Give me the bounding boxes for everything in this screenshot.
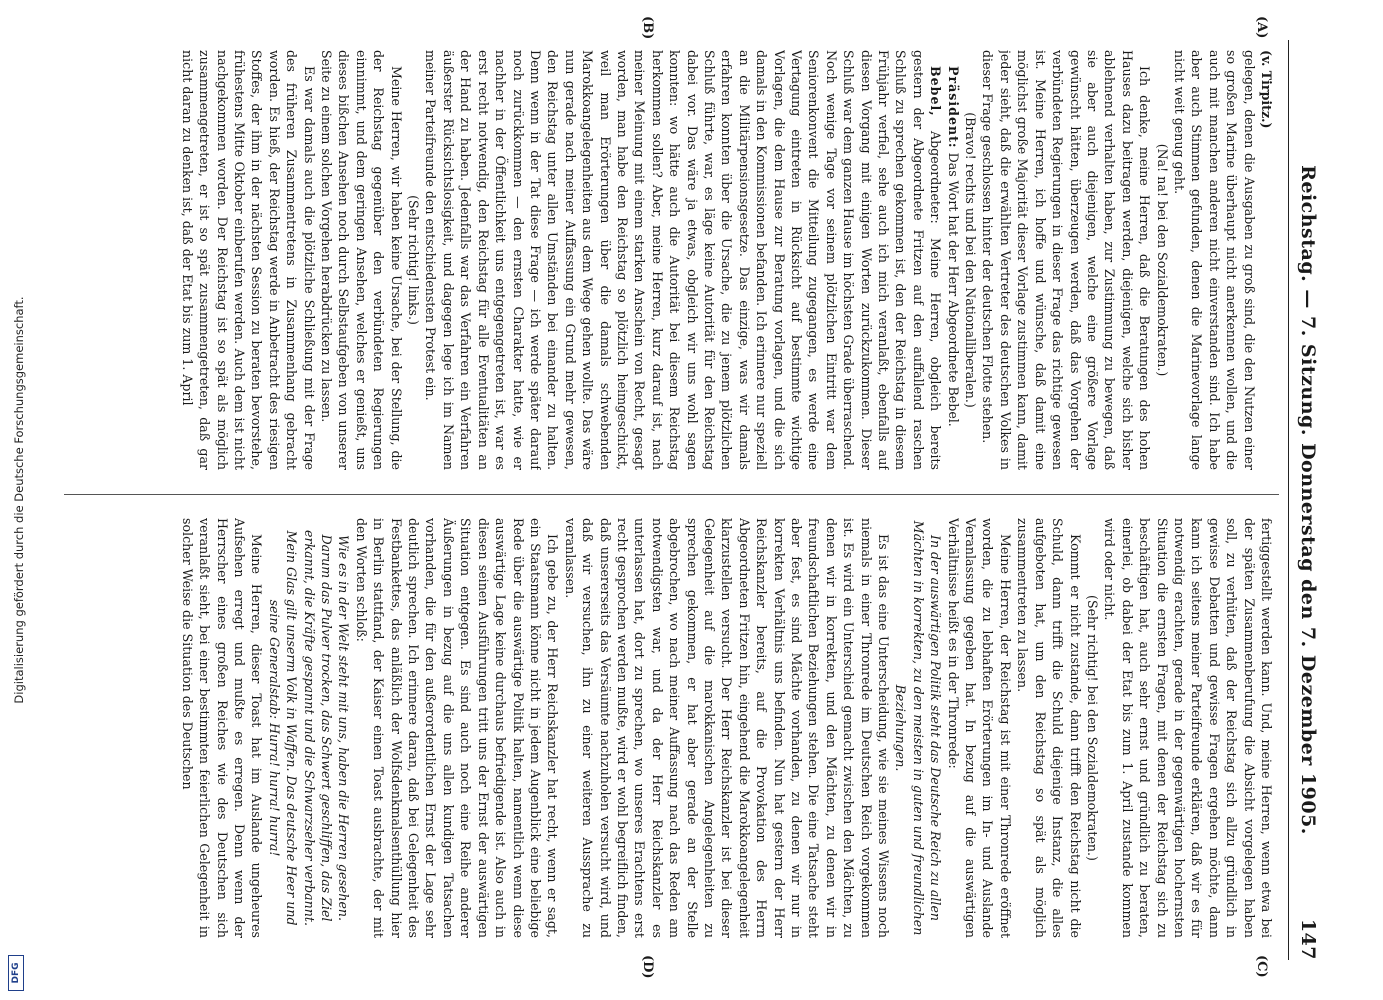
footer-credit-text: Digitalisierung gefördert durch die Deutsche Forschungsgemeinschaft. xyxy=(12,296,26,704)
column-divider xyxy=(64,494,1279,495)
page-number: 147 xyxy=(1297,918,1319,960)
interjection: (Sehr richtig! bei den Sozialdemokraten.) xyxy=(1084,595,1100,861)
interjection: (Sehr richtig! links.) xyxy=(406,195,422,325)
speaker-label: Präsident: xyxy=(945,66,961,149)
margin-mark-a: (A) xyxy=(1254,16,1269,39)
margin-mark-d: (D) xyxy=(640,955,655,979)
paragraph: Ich denke, meine Herren, daß die Beratungen des hohen Hauses dazu beitragen werden, diejenigen, welche sich bisher ablehnend verhalten haben, zur Zustimmung zu bewegen, daß sie aber auch diejenigen, welche eine größere Vorlage gewünscht hätten, überzeugen werden, daß das Vorgehen der verbündeten Regierungen in dieser Frage das richtige gewesen ist. Meine Herren, ich hoffe und wünsche, daß damit eine möglichst große Majorität dieser Vorlage zustimmen kann, damit jeder sieht, daß die erwählten Vertreter des deutschen Volkes in dieser Frage geschlossen hinter der deutschen Flotte stehen. xyxy=(980,50,1153,470)
paragraph: Es war damals auch die plötzliche Schließung mit der Frage des früheren Zusammentretens in Zusammenhang gebracht worden. Es hieß, der Reichstag werde in Anbetracht des riesigen Stoffes, der ihm in der nächsten Session zu beraten bevorstehe, frühestens Mitte Oktober einberufen werden. Auch dem ist nicht nachgekommen worden. Der Reichstag ist so spät als möglich zusammengetreten, er ist so spät zusammengetreten, daß gar nicht daran zu denken ist, daß der Etat bis zum 1. April xyxy=(179,50,317,470)
page-title: Reichstag. — 7. Sitzung. Donnerstag den 7. Dezember 1905. xyxy=(1297,165,1319,835)
bebel-speech xyxy=(422,50,944,470)
paragraph: Meine Herren, dieser Toast hat im Auslande ungeheures Aufsehen erregt und mußte es erregen. Denn wenn der Herrscher eines großen Reiches wie des Deutschen sich veranlaßt sieht, bei einer bestimmten feierlichen Gelegenheit in solcher Weise die Situation des Deutschen xyxy=(179,518,265,938)
paragraph: Meine Herren, der Reichstag ist mit einer Thronrede eröffnet worden, die zu lebhaften Erörterungen im In- und Auslande Veranlassung gegeben hat. In bezug auf die auswärtigen Verhältnisse heißt es in der Thronrede: xyxy=(945,518,1013,938)
speaker-name-top: (v. Tirpitz.) xyxy=(1259,50,1274,129)
paragraph: gelegen, denen die Ausgaben zu groß sind, die den Nutzen einer so großen Marine überhaupt nicht anerkennen wollen, und die auch mit manchen anderen nicht einverstanden sind. Ich habe aber auch Stimmen gefunden, denen die Marinevorlage lange nicht weit genug geht. xyxy=(1171,50,1257,470)
paragraph: Kommt er nicht zustande, dann trifft den Reichstag nicht die Schuld, dann trifft die Schuld diejenige Instanz, die alles aufgeboten hat, um den Reichstag so spät als möglich zusammentreten zu lassen. xyxy=(1015,518,1083,938)
paragraph: Ich gebe zu, der Herr Reichskanzler hat recht, wenn er sagt, ein Staatsmann könne nicht in jedem Augenblick eine beliebige Rede über die auswärtige Politik halten, namentlich wenn diese auswärtige Lage keine durchaus befriedigende ist. Also auch in diesen seinen Ausführungen tritt uns der Ernst der auswärtigen Situation entgegen. Es sind auch noch eine Reihe anderer Äußerungen in bezug auf die uns allen kundigen Tatsachen vorhanden, die für den außerordentlichen Ernst der Lage sehr deutlich sprechen. Ich erinnere daran, daß bei Gelegenheit des Festbankettes, das anläßlich der Wolfsdenkmalsenthüllung hier in Berlin stattfand, der Kaiser einen Toast ausbrachte, der mit den Worten schloß: xyxy=(353,518,561,938)
margin-mark-c: (C) xyxy=(1254,955,1269,978)
block-quote: In der auswärtigen Politik steht das Deutsche Reich zu allen Mächten in korrekten, zu den meisten in guten und freundlichen Beziehungen. xyxy=(893,520,944,936)
president-statement xyxy=(944,50,961,470)
interjection: (Na! na! bei den Sozialdemokraten.) xyxy=(1154,143,1170,377)
paragraph: Meine Herren, wir haben keine Ursache, bei der Stellung, die der Reichstag gegenüber den verbündeten Regierungen einnimmt, und dem geringen Ansehen, welches er genießt, uns dieses bißchen Ansehen noch durch Selbstaufgeben von unserer Seite zu einem solchen Vorgehen herabdrücken zu lassen. xyxy=(319,50,404,470)
statement-text: Abgeordneter: Meine Herren, obgleich bereits gestern der Abgeordnete Fritzen auf den auffallend raschen Schluß zu sprechen gekommen ist, den der Reichstag in diesem Frühjahr verfiel, sehe auch ich mich veranlaßt, ebenfalls auf diesen Vorgang mit einigen Worten zurückzukommen. Dieser Schluß war dem ganzen Hause im höchsten Grade überraschend. Noch wenige Tage vor seinem plötzlichen Eintritt war dem Seniorenkonvent die Mitteilung zugegangen, es werde eine Vertagung eintreten in Rücksicht auf bestimmte wichtige Vorlagen, die dem Hause zur Beratung vorlagen, und die sich damals in den Kommissionen befanden. Ich erinnere nur speziell an die Militärpensionsgesetze. Das einzige, was wir damals erfahren konnten über die Ursache, die zu jenem plötzlichen Schluß führte, war, es läge keine Autorität für den Reichstag dabei vor. Das wäre ja etwas, obgleich wir uns wohl sagen konnten: wo hätte auch die Autorität bei diesem Reichstag herkommen sollen? Aber, meine Herren, kurz darauf ist, nach meiner Meinung mit einem starken Anschein von Recht, gesagt worden, man habe den Reichstag so plötzlich heimgeschickt, weil man Erörterungen über die damals schwebenden Marokkoangelegenheiten aus dem Wege gehen wollte. Das wäre nun gerade nach meiner Auffassung ein Grund mehr gewesen, den Reichstag unter allen Umständen bei einander zu halten. Denn wenn in der Tat diese Frage — ich werde später darauf noch zurückkommen — den ernsten Charakter hatte, wie er nachher in der Öffentlichkeit uns entgegengetreten ist, war es erst recht notwendig, den Reichstag für alle Eventualitäten an der Hand zu haben. Jedenfalls war das Verfahren ein Verfahren äußerster Rücksichtslosigkeit, und dagegen lege ich im Namen meiner Parteifreunde den entschiedensten Protest ein. xyxy=(423,50,944,470)
right-column xyxy=(75,518,1275,938)
paragraph: Es ist das eine Unterscheidung, wie sie meines Wissens noch niemals in einer Thronrede im Deutschen Reich vorgekommen ist. Es wird ein Unterschied gemacht zwischen den Mächten, zu denen wir in korrekten, und den Mächten, zu denen wir in freundschaftlichen Beziehungen stehen. Die eine Tatsache steht aber fest, es sind Mächte vorhanden, zu denen wir nur in korrekten Verhältnis uns befinden. Nun hat gestern der Herr Reichskanzler bereits, auf die Provokation des Herrn Abgeordneten Fritzen hin, eingehend die Marokkoangelegenheit klarzustellen versucht. Der Herr Reichskanzler ist bei dieser Gelegenheit auf die marokkanischen Angelegenheiten zu sprechen gekommen, er hat aber gerade an der Stelle abgebrochen, wo nach meiner Auffassung nach das Reden am notwendigsten war, und da der Herr Reichskanzler es unterlassen hat, dort zu sprechen, wo unseres Erachtens erst recht gesprochen werden mußte, wird er wohl begreiflich finden, daß unsererseits das Versäumte nachzuholen versucht wird, und daß wir versuchen, ihn zu einer weiteren Aussprache zu veranlassen. xyxy=(562,518,892,938)
paragraph: fertiggestellt werden kann. Und, meine Herren, wenn etwa bei der späten Zusammenberufung die Absicht vorgelegen haben soll, zu verhüten, daß der Reichstag sich allzu gründlich in gewisse Debatten und gewisse Fragen ergehen möchte, dann kann ich seitens meiner Parteifreunde erklären, daß wir es für notwendig erachten, gerade in der gegenwärtigen hochernsten Situation die ernsten Fragen, mit denen der Reichstag sich zu beschäftigen hat, auch sehr ernst und gründlich zu beraten, einerlei, ob dabei der Etat bis zum 1. April zustande kommen wird oder nicht. xyxy=(1102,518,1274,938)
speaker-label: Bebel, xyxy=(928,66,944,117)
statement-text: Das Wort hat der Herr Abgeordnete Bebel. xyxy=(945,152,961,427)
page-header xyxy=(1288,40,1323,960)
toast-quote: Wie es in der Welt steht mit uns, haben die Herren gesehen. Darum das Pulver trocken, das Schwert geschliffen, das Ziel erkannt, die Kräfte gespannt und die Schwarzseher verbannt. Mein Glas gilt unserm Volk in Waffen. Das deutsche Heer und seine Generalstab: Hurra! hurra! hurra! xyxy=(266,530,352,926)
margin-mark-b: (B) xyxy=(640,16,655,40)
interjection: (Bravo! rechts und bei den Nationalliberalen.) xyxy=(963,112,979,408)
left-column xyxy=(75,50,1275,470)
dfg-logo: DFG xyxy=(8,955,24,991)
